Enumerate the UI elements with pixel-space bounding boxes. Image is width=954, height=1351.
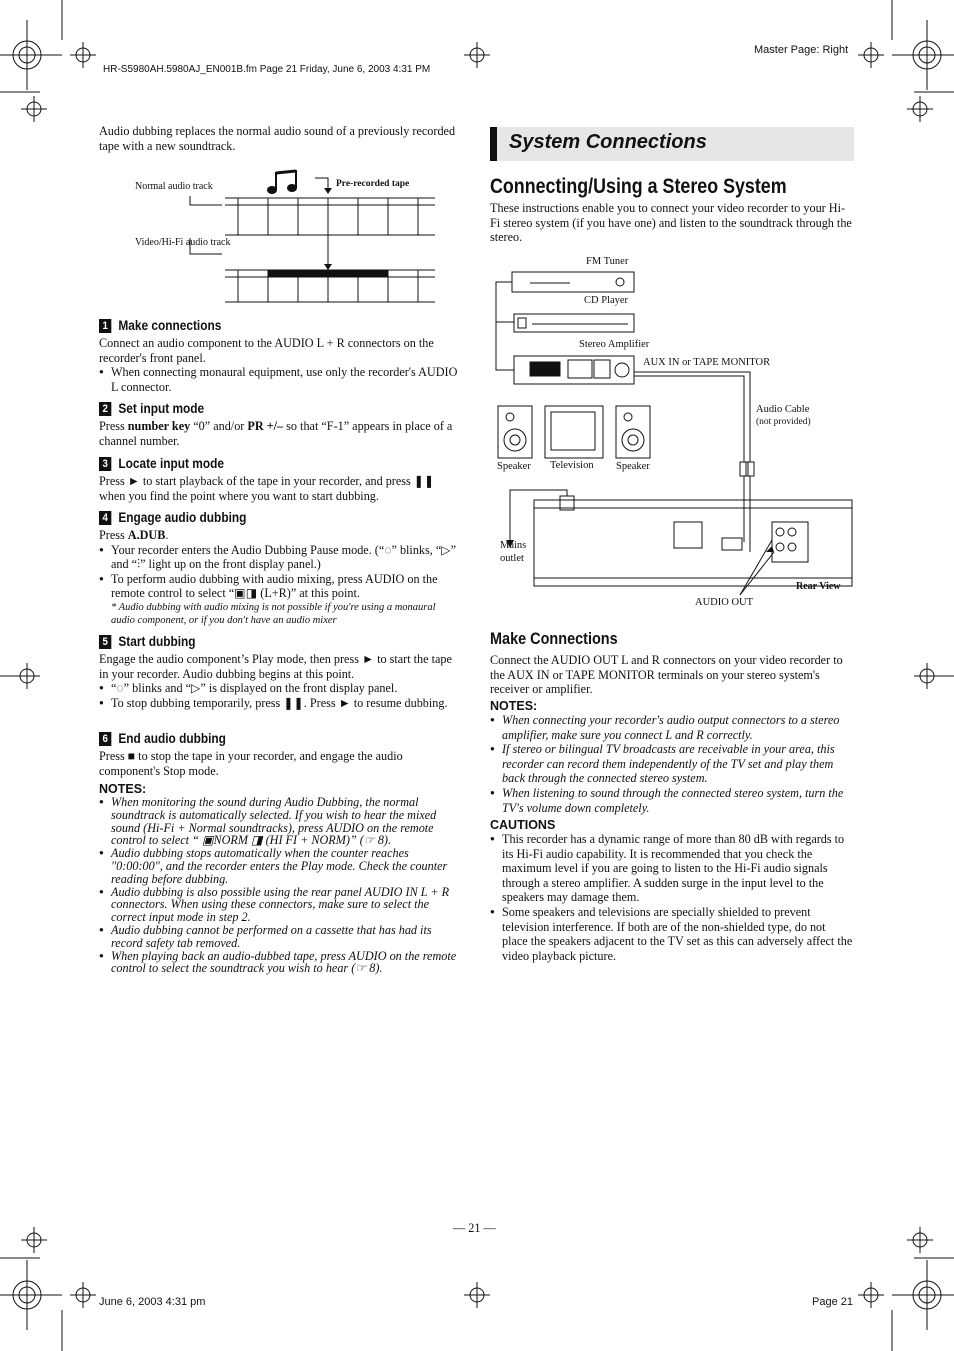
step-6 [99, 731, 461, 778]
television-label: Television [550, 460, 594, 471]
step-5-bullet-2: ● To stop dubbing temporarily, press ❚❚. Press ► to resume dubbing. [99, 696, 461, 711]
step-3-title: Locate input mode [118, 456, 224, 471]
right-note-2: ● If stereo or bilingual TV broadcasts are receivable in your area, this recorder can record them independently of the TV set and play them back through the connected stereo system. [490, 742, 854, 786]
step-1 [99, 318, 461, 394]
normal-track-label: Normal audio track [135, 181, 213, 192]
step-6-heading [99, 731, 418, 746]
video-track-label: Video/Hi-Fi audio track [135, 237, 231, 248]
mains-label: Mains [500, 540, 527, 551]
section-title: System Connections [509, 131, 707, 153]
step-3-text: Press ► to start playback of the tape in your recorder, and press ❚❚ when you find the point where you want to start dubbing. [99, 474, 435, 503]
step-6-text: Press ■ to stop the tape in your recorder, and engage the audio component's Stop mode. [99, 749, 403, 778]
file-info: HR-S5980AH.5980AJ_EN001B.fm Page 21 Friday, June 6, 2003 4:31 PM [103, 64, 431, 75]
step-2-pre: Press [99, 419, 128, 433]
step-4-text [99, 528, 461, 543]
section-header [490, 127, 854, 161]
step-2-heading [99, 401, 418, 416]
step-2-number: 2 [99, 402, 111, 416]
right-notes [490, 699, 854, 815]
left-note-1: ● When monitoring the sound during Audio Dubbing, the normal soundtrack is automatically selected. If you wish to hear the mixed sound (Hi-Fi + Normal soundtracks), press AUDIO on the remote control to select “ ▣NORM ◨ (HI FI + NORM)” (☞ 8). [99, 796, 462, 847]
step-2-mid: “0” and/or [190, 419, 248, 433]
step-2-text [99, 419, 461, 448]
step-3-number: 3 [99, 457, 111, 471]
step-2-title: Set input mode [118, 401, 205, 416]
step-1-bullet: ● When connecting monaural equipment, use only the recorder's AUDIO L connector. [99, 365, 461, 394]
left-note-5: ● When playing back an audio-dubbed tape, press AUDIO on the remote control to select the soundtrack you wish to hear (☞ 8). [99, 950, 462, 976]
prerecorded-label: Pre-recorded tape [336, 179, 410, 189]
right-note-3: ● When listening to sound through the connected stereo system, turn the TV's volume down completely. [490, 786, 854, 815]
speaker-left-label: Speaker [497, 461, 531, 472]
step-6-title: End audio dubbing [118, 731, 226, 746]
step-2-post: so that “F-1” appears in place of a channel number. [99, 419, 453, 448]
step-1-heading [99, 318, 418, 333]
fm-tuner-label: FM Tuner [586, 256, 629, 267]
left-notes [99, 782, 462, 975]
step-1-number: 1 [99, 319, 111, 333]
page-title: Connecting/Using a Stereo System [490, 175, 787, 198]
step-5-title: Start dubbing [118, 634, 196, 649]
step-6-number: 6 [99, 732, 111, 746]
track-diagram [130, 168, 440, 308]
make-connections-text: Connect the AUDIO OUT L and R connectors on your video recorder to the AUX IN or TAPE MONITOR terminals on your stereo system's receiver or amplifier. [490, 653, 843, 697]
left-note-3: ● Audio dubbing is also possible using the rear panel AUDIO IN L + R connectors. When using these connectors, make sure to select the correct input mode in step 2. [99, 886, 462, 924]
caution-1: ● This recorder has a dynamic range of more than 80 dB with regards to its Hi-Fi audio capability. It is recommended that you check the maximum level if you are going to listen to the Hi-Fi audio signals through a stereo amplifier. A sudden surge in the input level to the speakers may damage them. [490, 832, 854, 905]
audio-out-label: AUDIO OUT [695, 597, 754, 608]
left-notes-heading: NOTES: [99, 782, 147, 796]
footer-date: June 6, 2003 4:31 pm [99, 1296, 206, 1308]
footer-page: Page 21 [812, 1296, 853, 1308]
step-5-number: 5 [99, 635, 111, 649]
intro-text: Audio dubbing replaces the normal audio sound of a previously recorded tape with a new soundtrack. [99, 124, 456, 153]
step-4-bullet-1: ● Your recorder enters the Audio Dubbing Pause mode. (“◌” blinks, “▷” and “⫶” light up on the front display panel.) [99, 543, 461, 572]
caution-2: ● Some speakers and televisions are specially shielded to prevent television interference. If both are of the non-shielded type, do not place the speakers adjacent to the TV set as this can adversely affect the video playback picture. [490, 905, 854, 963]
step-4-pre: Press [99, 528, 128, 542]
cd-player-label: CD Player [584, 295, 629, 306]
speaker-right-label: Speaker [616, 461, 650, 472]
step-4-heading [99, 510, 418, 525]
step-4-title: Engage audio dubbing [118, 510, 247, 525]
step-5 [99, 634, 461, 710]
left-note-2: ● Audio dubbing stops automatically when the counter reaches "0:00:00", and the recorder enters the Play mode. Check the counter reading before dubbing. [99, 847, 462, 885]
cautions [490, 818, 854, 963]
step-5-text: Engage the audio component’s Play mode, then press ► to start the tape in your recorder. Audio dubbing begins at this point. [99, 652, 452, 681]
step-1-text: Connect an audio component to the AUDIO L + R connectors on the recorder's front panel. [99, 336, 434, 365]
step-4 [99, 510, 461, 627]
left-note-4: ● Audio dubbing cannot be performed on a cassette that has had its record safety tab removed. [99, 924, 462, 950]
step-4-bullet-2: ● To perform audio dubbing with audio mixing, press AUDIO on the remote control to select “▣◨ (L+R)” at this point. [99, 572, 461, 601]
not-provided-label: (not provided) [756, 417, 811, 427]
page-number: — 21 — [453, 1221, 496, 1235]
step-2-key2: PR +/– [247, 419, 284, 433]
master-page-label: Master Page: Right [754, 44, 849, 56]
step-4-number: 4 [99, 511, 111, 525]
step-3-heading [99, 456, 418, 471]
aux-in-label: AUX IN or TAPE MONITOR [643, 357, 771, 368]
step-4-post: . [165, 528, 169, 542]
step-2-key1: number key [127, 419, 191, 433]
right-intro: These instructions enable you to connect your video recorder to your Hi-Fi stereo system (if you have one) and listen to the soundtrack through the stereo. [490, 201, 852, 245]
step-5-bullet-1: ● “◌” blinks and “▷” is displayed on the front display panel. [99, 681, 461, 696]
right-notes-heading: NOTES: [490, 699, 538, 713]
step-5-heading [99, 634, 418, 649]
cautions-heading: CAUTIONS [490, 818, 556, 832]
step-2 [99, 401, 461, 448]
step-4-key: A.DUB [127, 528, 166, 542]
step-3 [99, 456, 461, 503]
make-connections-title: Make Connections [490, 629, 618, 648]
stereo-diagram-graphic [490, 252, 860, 617]
step-1-title: Make connections [118, 318, 222, 333]
stereo-amp-label: Stereo Amplifier [579, 339, 650, 350]
rear-view-label: Rear View [796, 581, 841, 592]
step-4-footnote: * Audio dubbing with audio mixing is not possible if you're using a monaural audio component, or if you don't have an audio mixer [111, 601, 436, 626]
audio-cable-label: Audio Cable [756, 404, 810, 415]
outlet-label: outlet [500, 553, 524, 564]
right-note-1: ● When connecting your recorder's audio output connectors to a stereo amplifier, make sure you connect L and R correctly. [490, 713, 854, 742]
stereo-diagram [490, 252, 860, 617]
